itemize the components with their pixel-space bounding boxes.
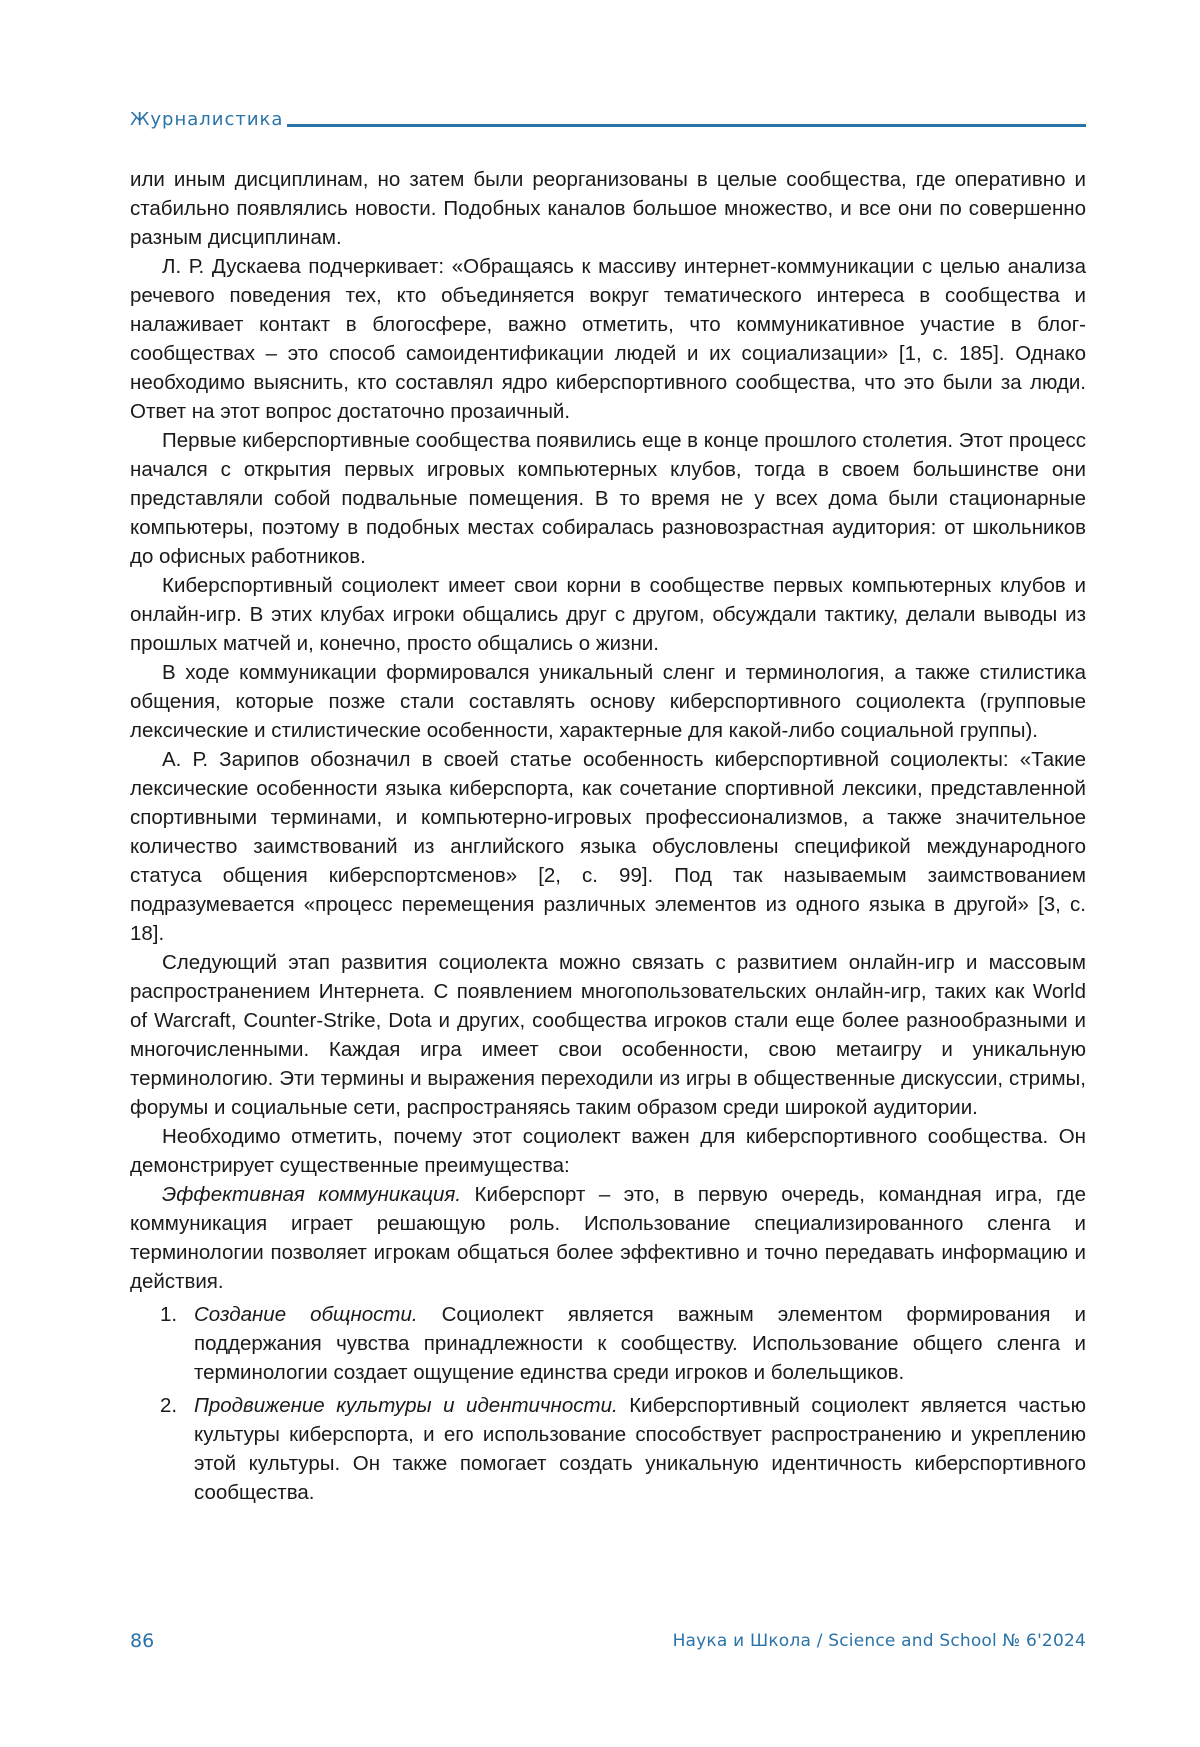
lead-item: [130, 1180, 1086, 1296]
paragraph: Киберспортивный социолект имеет свои корни в сообществе первых компьютерных клубов и онлайн-игр. В этих клубах игроки общались друг с другом, обсуждали тактику, делали выводы из прошлых матчей и, конечно, просто общались о жизни.: [130, 574, 1086, 655]
paragraph: В ходе коммуникации формировался уникальный сленг и терминология, а также стилистика общения, которые позже стали составлять основу киберспортивного социолекта (групповые лексические и стилистические особенности, характерные для какой-либо социальной группы).: [130, 661, 1086, 742]
article-body: [130, 165, 1086, 1507]
running-header: [130, 100, 1086, 130]
paragraph: А. Р. Зарипов обозначил в своей статье особенность киберспортивной социолекты: «Такие лексические особенности языка киберспорта, как сочетание спортивной лексики, представленной спортивными терминами, и компьютерно-игровых профессионализмов, а также значительное количество заимствований из английского языка обусловлены спецификой международного статуса общения киберспортсменов» [2, с. 99]. Под так называемым заимствованием подразумевается «процесс перемещения различных элементов из одного языка в другой» [3, с. 18].: [130, 748, 1086, 945]
list-item-number: 2.: [160, 1394, 178, 1417]
list-item-text: Киберспортивный социолект является частью культуры киберспорта, и его использование способствует распространению и укреплению этой культуры. Он также помогает создать уникальную идентичность киберспортивного сообщества.: [194, 1394, 1086, 1504]
list-item: [130, 1391, 1086, 1507]
lead-item-term: Эффективная коммуникация.: [162, 1183, 462, 1206]
paragraph: Следующий этап развития социолекта можно связать с развитием онлайн-игр и массовым распространением Интернета. С появлением многопользовательских онлайн-игр, таких как World of Warcraft, Counter-Strike, Dota и других, сообщества игроков стали еще более разнообразными и многочисленными. Каждая игра имеет свои особенности, свою метаигру и уникальную терминологию. Эти термины и выражения переходили из игры в общественные дискуссии, стримы, форумы и социальные сети, распространяясь таким образом среди широкой аудитории.: [130, 951, 1086, 1119]
list-item-term: Продвижение культуры и идентичности.: [194, 1394, 618, 1417]
list-item: [130, 1300, 1086, 1387]
header-rule: [287, 124, 1086, 127]
journal-name: Наука и Школа / Science and School № 6'2024: [672, 1631, 1086, 1651]
paragraph: Первые киберспортивные сообщества появились еще в конце прошлого столетия. Этот процесс начался с открытия первых игровых компьютерных клубов, тогда в своем большинстве они представляли собой подвальные помещения. В то время не у всех дома были стационарные компьютеры, поэтому в подобных местах собиралась разновозрастная аудитория: от школьников до офисных работников.: [130, 429, 1086, 568]
numbered-list: [130, 1300, 1086, 1507]
paragraph: Необходимо отметить, почему этот социолект важен для киберспортивного сообщества. Он демонстрирует существенные преимущества:: [130, 1125, 1086, 1177]
paragraph: или иным дисциплинам, но затем были реорганизованы в целые сообщества, где оперативно и стабильно появлялись новости. Подобных каналов большое множество, и все они по совершенно разным дисциплинам.: [130, 168, 1086, 249]
section-title: Журналистика: [130, 109, 284, 130]
paragraph: Л. Р. Дускаева подчеркивает: «Обращаясь к массиву интернет-коммуникации с целью анализа речевого поведения тех, кто объединяется вокруг тематического интереса в сообщества и налаживает контакт в блогосфере, важно отметить, что коммуникативное участие в блог-сообществах – это способ самоидентификации людей и их социализации» [1, с. 185]. Однако необходимо выяснить, кто составлял ядро киберспортивного сообщества, что это были за люди. Ответ на этот вопрос достаточно прозаичный.: [130, 255, 1086, 423]
list-item-number: 1.: [160, 1303, 178, 1326]
page-footer: [130, 1628, 1086, 1654]
list-item-text: Социолект является важным элементом формирования и поддержания чувства принадлежности к сообществу. Использование общего сленга и терминологии создает ощущение единства среди игроков и болельщиков.: [194, 1303, 1086, 1384]
page-number: 86: [130, 1630, 155, 1652]
lead-item-text: Киберспорт – это, в первую очередь, командная игра, где коммуникация играет решающую роль. Использование специализированного сленга и терминологии позволяет игрокам общаться более эффективно и точно передавать информацию и действия.: [130, 1183, 1087, 1293]
list-item-term: Создание общности.: [194, 1303, 418, 1326]
